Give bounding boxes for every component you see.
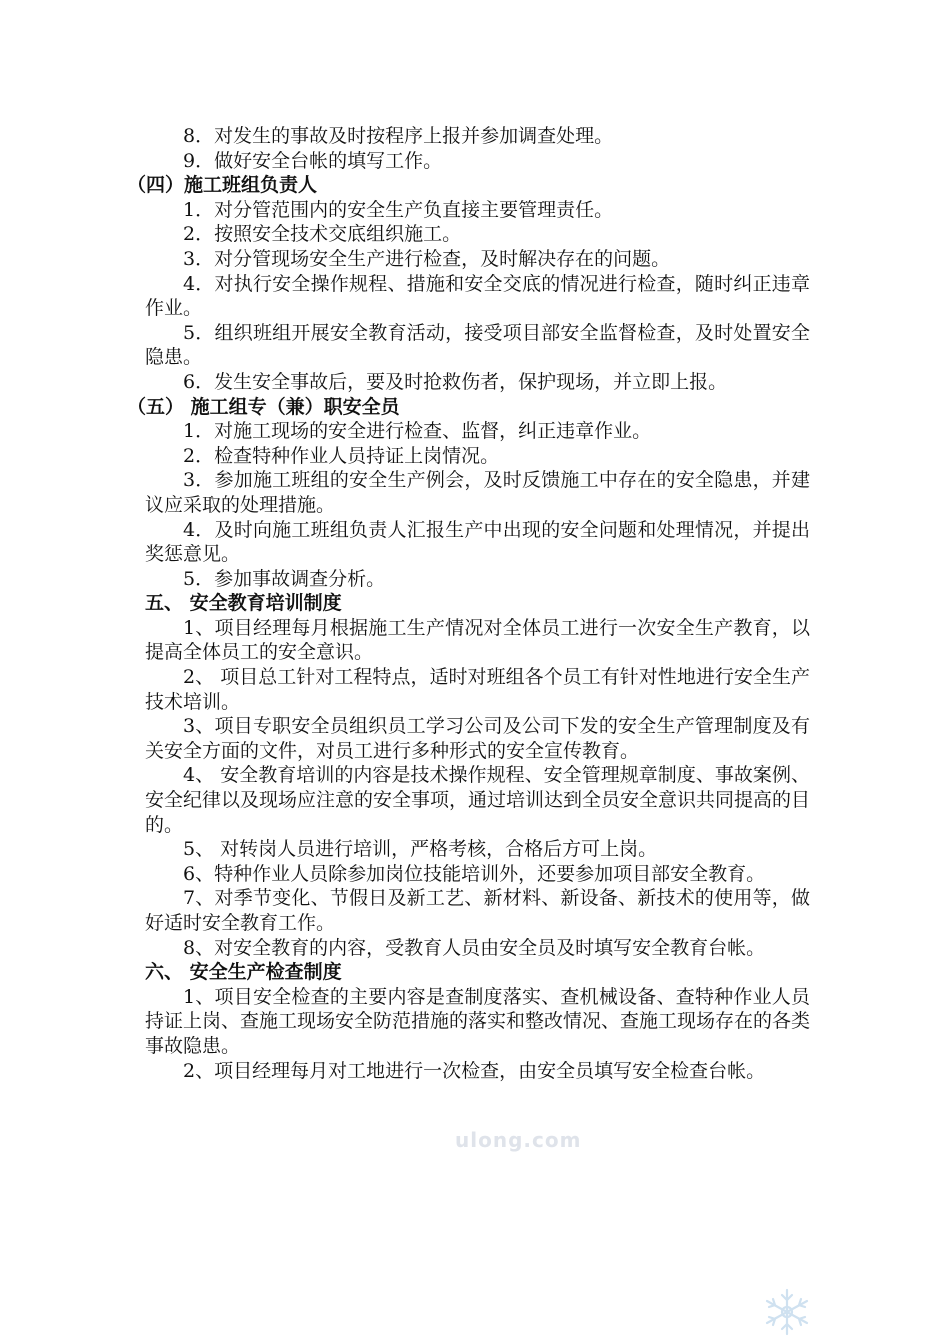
- section-subheading: （五） 施工组专（兼）职安全员: [127, 395, 400, 418]
- section-heading: 五、 安全教育培训制度: [145, 592, 342, 615]
- paragraph: 8、对安全教育的内容，受教育人员由安全员及时填写安全教育台帐。: [183, 936, 766, 959]
- paragraph: 2．检查特种作业人员持证上岗情况。: [183, 444, 500, 467]
- paragraph: 4．对执行安全操作规程、措施和安全交底的情况进行检查，随时纠正违章作业。: [145, 272, 810, 320]
- paragraph: 3、项目专职安全员组织员工学习公司及公司下发的安全生产管理制度及有关安全方面的文件，对员工进行多种形式的安全宣传教育。: [145, 715, 810, 762]
- document-body: [127, 124, 811, 1083]
- paragraph: 2、 项目总工针对工程特点，适时对班组各个员工有针对性地进行安全生产技术培训。: [145, 666, 810, 713]
- paragraph: 5、 对转岗人员进行培训，严格考核，合格后方可上岗。: [183, 838, 658, 861]
- paragraph: 6、特种作业人员除参加岗位技能培训外，还要参加项目部安全教育。: [183, 862, 766, 885]
- section-heading: 六、 安全生产检查制度: [145, 961, 342, 984]
- paragraph: 9．做好安全台帐的填写工作。: [183, 149, 443, 172]
- paragraph: 2．按照安全技术交底组织施工。: [183, 223, 462, 246]
- snowflake-logo-icon: [757, 1286, 817, 1338]
- paragraph: 3．对分管现场安全生产进行检查，及时解决存在的问题。: [183, 247, 671, 270]
- paragraph: 4．及时向施工班组负责人汇报生产中出现的安全问题和处理情况，并提出奖惩意见。: [145, 518, 810, 566]
- paragraph: 6．发生安全事故后，要及时抢救伤者，保护现场，并立即上报。: [183, 370, 728, 393]
- paragraph: 7、对季节变化、节假日及新工艺、新材料、新设备、新技术的使用等，做好适时安全教育工作。: [145, 887, 810, 934]
- paragraph: 8．对发生的事故及时按程序上报并参加调查处理。: [183, 125, 614, 147]
- section-subheading: （四）施工班组负责人: [127, 174, 318, 197]
- watermark: ulong.com: [455, 1128, 582, 1152]
- paragraph: 2、项目经理每月对工地进行一次检查，由安全员填写安全检查台帐。: [183, 1059, 766, 1082]
- paragraph: 5．参加事故调查分析。: [183, 567, 386, 590]
- paragraph: 4、 安全教育培训的内容是技术操作规程、安全管理规章制度、事故案例、安全纪律以及现场应注意的安全事项，通过培训达到全员安全意识共同提高的目的。: [145, 764, 811, 836]
- paragraph: 1．对分管范围内的安全生产负直接主要管理责任。: [183, 198, 614, 221]
- paragraph: 3．参加施工班组的安全生产例会，及时反馈施工中存在的安全隐患，并建议应采取的处理措施。: [145, 469, 810, 516]
- paragraph: 1、项目经理每月根据施工生产情况对全体员工进行一次安全生产教育，以提高全体员工的安全意识。: [145, 616, 810, 664]
- paragraph: 5．组织班组开展安全教育活动，接受项目部安全监督检查，及时处置安全隐患。: [145, 321, 810, 369]
- paragraph: 1．对施工现场的安全进行检查、监督，纠正违章作业。: [183, 420, 652, 443]
- paragraph: 1、项目安全检查的主要内容是查制度落实、查机械设备、查特种作业人员持证上岗、查施工现场安全防范措施的落实和整改情况、查施工现场存在的各类事故隐患。: [145, 985, 811, 1057]
